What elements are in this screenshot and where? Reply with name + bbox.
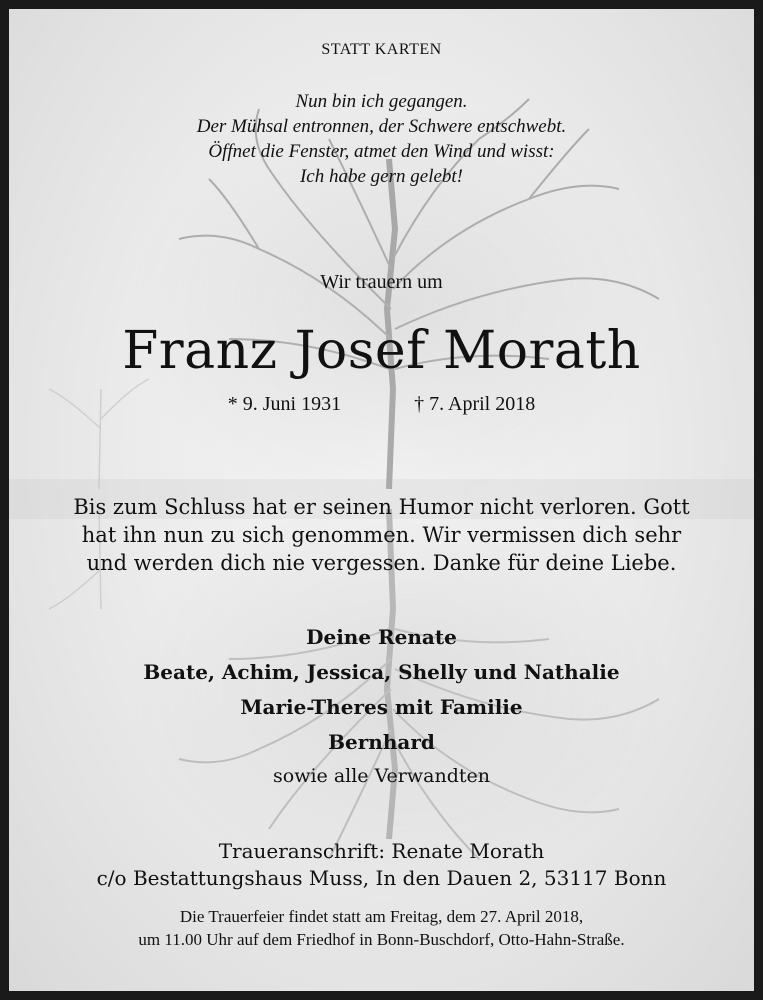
poem-line: Der Mühsal entronnen, der Schwere entschwebt. <box>196 116 567 137</box>
address-line: Traueranschrift: Renate Morath <box>218 839 545 863</box>
life-dates <box>9 393 754 416</box>
address-line: c/o Bestattungshaus Muss, In den Dauen 2, 53117 Bonn <box>96 866 667 890</box>
death-date: † 7. April 2018 <box>414 393 536 415</box>
funeral-info-line: um 11.00 Uhr auf dem Friedhof in Bonn-Buschdorf, Otto-Hahn-Straße. <box>138 930 625 949</box>
deceased-name: Franz Josef Morath <box>122 321 641 381</box>
message-line: hat ihn nun zu sich genommen. Wir vermissen dich sehr <box>81 523 682 547</box>
header-statt-karten: STATT KARTEN <box>321 41 442 58</box>
mourner-name: Marie-Theres mit Familie <box>240 695 523 719</box>
mourner-name: Beate, Achim, Jessica, Shelly und Nathalie <box>143 660 620 684</box>
poem-line: Ich habe gern gelebt! <box>299 166 464 187</box>
relatives-text: sowie alle Verwandten <box>273 765 490 787</box>
mourner-name: Deine Renate <box>306 625 457 649</box>
mourner-name: Bernhard <box>328 730 435 754</box>
birth-date: * 9. Juni 1931 <box>227 393 342 415</box>
funeral-info-line: Die Trauerfeier findet statt am Freitag, dem 27. April 2018, <box>179 907 584 926</box>
obituary-card <box>9 9 754 991</box>
poem-line: Öffnet die Fenster, atmet den Wind und wisst: <box>208 141 555 162</box>
message-line: und werden dich nie vergessen. Danke für deine Liebe. <box>86 551 677 575</box>
message-line: Bis zum Schluss hat er seinen Humor nicht verloren. Gott <box>73 495 690 519</box>
poem-line: Nun bin ich gegangen. <box>295 91 468 112</box>
intro-text: Wir trauern um <box>320 271 443 293</box>
